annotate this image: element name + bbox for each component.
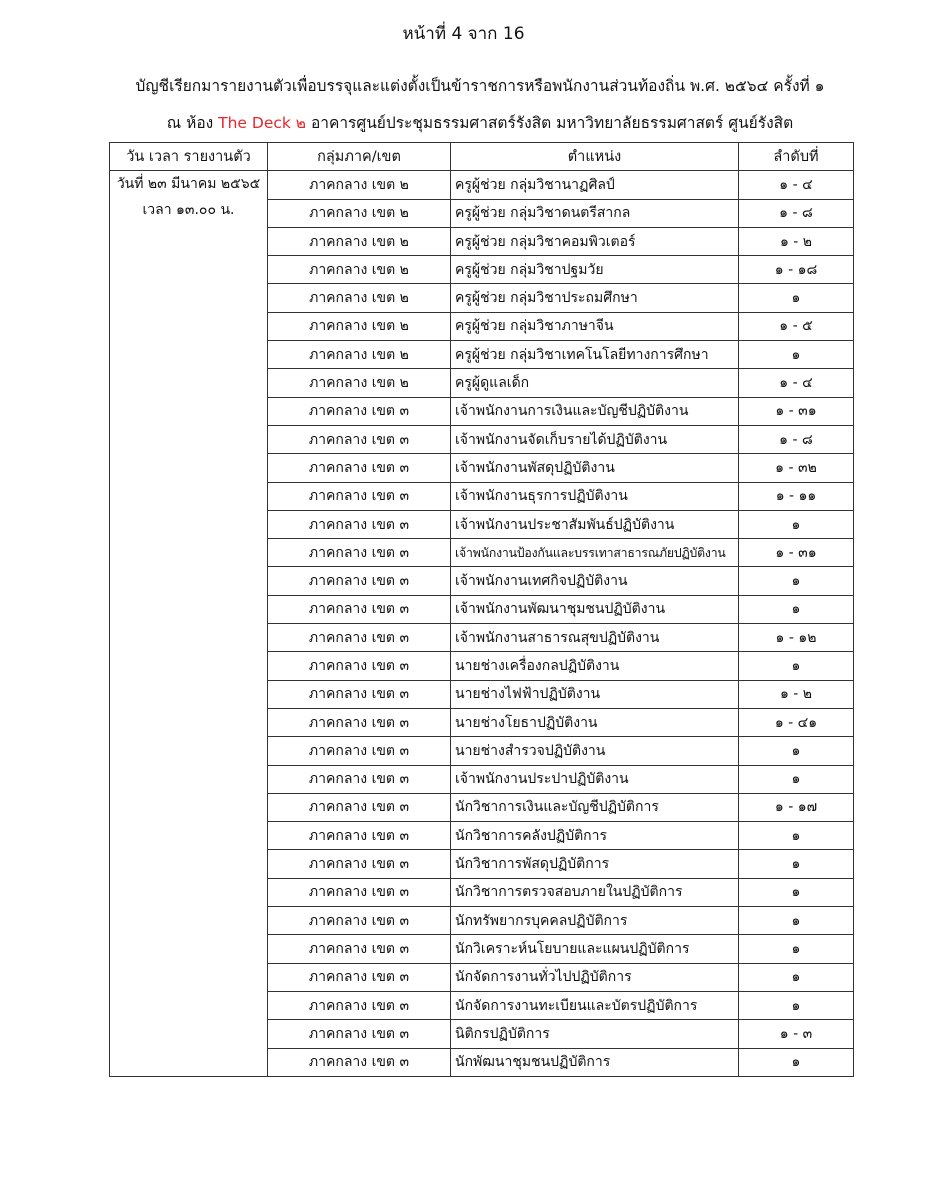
position-cell: นักวิชาการเงินและบัญชีปฏิบัติการ — [451, 793, 739, 821]
zone-cell: ภาคกลาง เขต ๒ — [268, 171, 451, 199]
zone-cell: ภาคกลาง เขต ๓ — [268, 991, 451, 1019]
venue-suffix: อาคารศูนย์ประชุมธรรมศาสตร์รังสิต มหาวิทยาลัยธรรมศาสตร์ ศูนย์รังสิต — [306, 114, 794, 132]
position-cell: นิติกรปฏิบัติการ — [451, 1020, 739, 1048]
zone-cell: ภาคกลาง เขต ๓ — [268, 1020, 451, 1048]
order-cell: ๑ - ๕ — [739, 312, 854, 340]
zone-cell: ภาคกลาง เขต ๓ — [268, 793, 451, 821]
zone-cell: ภาคกลาง เขต ๓ — [268, 567, 451, 595]
venue-prefix: ณ ห้อง — [166, 114, 219, 132]
header-position: ตำแหน่ง — [451, 143, 739, 171]
order-cell: ๑ — [739, 991, 854, 1019]
order-cell: ๑ - ๔ — [739, 171, 854, 199]
order-cell: ๑ - ๒ — [739, 680, 854, 708]
position-cell: เจ้าพนักงานประชาสัมพันธ์ปฏิบัติงาน — [451, 510, 739, 538]
position-cell: เจ้าพนักงานประปาปฏิบัติงาน — [451, 765, 739, 793]
order-cell: ๑ — [739, 878, 854, 906]
order-cell: ๑ - ๓๑ — [739, 397, 854, 425]
position-cell: นักทรัพยากรบุคคลปฏิบัติการ — [451, 907, 739, 935]
position-cell: นายช่างโยธาปฏิบัติงาน — [451, 708, 739, 736]
position-cell: นายช่างเครื่องกลปฏิบัติงาน — [451, 652, 739, 680]
order-cell: ๑ — [739, 737, 854, 765]
order-cell: ๑ — [739, 284, 854, 312]
order-cell: ๑ - ๓ — [739, 1020, 854, 1048]
order-cell: ๑ - ๓๒ — [739, 454, 854, 482]
header-report-datetime: วัน เวลา รายงานตัว — [110, 143, 268, 171]
position-cell: เจ้าพนักงานการเงินและบัญชีปฏิบัติงาน — [451, 397, 739, 425]
zone-cell: ภาคกลาง เขต ๓ — [268, 397, 451, 425]
report-date: วันที่ ๒๓ มีนาคม ๒๕๖๕ — [116, 176, 261, 193]
zone-cell: ภาคกลาง เขต ๒ — [268, 199, 451, 227]
venue-room: The Deck ๒ — [218, 114, 307, 132]
order-cell: ๑ - ๘ — [739, 199, 854, 227]
zone-cell: ภาคกลาง เขต ๓ — [268, 595, 451, 623]
position-cell: ครูผู้ช่วย กลุ่มวิชาคอมพิวเตอร์ — [451, 227, 739, 255]
position-cell: นักจัดการงานทะเบียนและบัตรปฏิบัติการ — [451, 991, 739, 1019]
position-cell: นักวิชาการคลังปฏิบัติการ — [451, 822, 739, 850]
page-indicator: หน้าที่ 4 จาก 16 — [402, 24, 525, 44]
zone-cell: ภาคกลาง เขต ๓ — [268, 652, 451, 680]
position-cell: เจ้าพนักงานสาธารณสุขปฏิบัติงาน — [451, 624, 739, 652]
table-header-row — [110, 143, 854, 171]
document-title: บัญชีเรียกมารายงานตัวเพื่อบรรจุและแต่งตั้งเป็นข้าราชการหรือพนักงานส่วนท้องถิ่น พ.ศ. ๒๕๖๔ ครั้งที่ ๑ — [135, 77, 825, 95]
zone-cell: ภาคกลาง เขต ๓ — [268, 850, 451, 878]
position-cell: เจ้าพนักงานธุรการปฏิบัติงาน — [451, 482, 739, 510]
header-zone: กลุ่มภาค/เขต — [268, 143, 451, 171]
order-cell: ๑ - ๑๘ — [739, 256, 854, 284]
zone-cell: ภาคกลาง เขต ๒ — [268, 284, 451, 312]
position-cell: ครูผู้ช่วย กลุ่มวิชาปฐมวัย — [451, 256, 739, 284]
position-cell: ครูผู้ช่วย กลุ่มวิชาภาษาจีน — [451, 312, 739, 340]
zone-cell: ภาคกลาง เขต ๓ — [268, 1048, 451, 1076]
position-cell: เจ้าพนักงานเทศกิจปฏิบัติงาน — [451, 567, 739, 595]
zone-cell: ภาคกลาง เขต ๓ — [268, 454, 451, 482]
schedule-table — [109, 142, 854, 1077]
position-cell: ครูผู้ช่วย กลุ่มวิชานาฏศิลป์ — [451, 171, 739, 199]
zone-cell: ภาคกลาง เขต ๓ — [268, 907, 451, 935]
zone-cell: ภาคกลาง เขต ๓ — [268, 708, 451, 736]
position-cell: นายช่างสำรวจปฏิบัติงาน — [451, 737, 739, 765]
position-cell: เจ้าพนักงานจัดเก็บรายได้ปฏิบัติงาน — [451, 425, 739, 453]
zone-cell: ภาคกลาง เขต ๓ — [268, 878, 451, 906]
zone-cell: ภาคกลาง เขต ๒ — [268, 369, 451, 397]
position-cell: เจ้าพนักงานพัฒนาชุมชนปฏิบัติงาน — [451, 595, 739, 623]
order-cell: ๑ — [739, 935, 854, 963]
order-cell: ๑ — [739, 510, 854, 538]
position-cell: นักพัฒนาชุมชนปฏิบัติการ — [451, 1048, 739, 1076]
order-cell: ๑ - ๔๑ — [739, 708, 854, 736]
zone-cell: ภาคกลาง เขต ๒ — [268, 227, 451, 255]
zone-cell: ภาคกลาง เขต ๓ — [268, 765, 451, 793]
zone-cell: ภาคกลาง เขต ๒ — [268, 341, 451, 369]
zone-cell: ภาคกลาง เขต ๒ — [268, 312, 451, 340]
order-cell: ๑ — [739, 765, 854, 793]
order-cell: ๑ — [739, 595, 854, 623]
zone-cell: ภาคกลาง เขต ๓ — [268, 624, 451, 652]
position-cell: นายช่างไฟฟ้าปฏิบัติงาน — [451, 680, 739, 708]
order-cell: ๑ - ๓๑ — [739, 539, 854, 567]
zone-cell: ภาคกลาง เขต ๓ — [268, 510, 451, 538]
zone-cell: ภาคกลาง เขต ๓ — [268, 822, 451, 850]
order-cell: ๑ — [739, 907, 854, 935]
order-cell: ๑ — [739, 1048, 854, 1076]
table-row — [110, 171, 854, 199]
zone-cell: ภาคกลาง เขต ๓ — [268, 425, 451, 453]
venue-line — [0, 110, 927, 135]
order-cell: ๑ — [739, 850, 854, 878]
zone-cell: ภาคกลาง เขต ๓ — [268, 539, 451, 567]
zone-cell: ภาคกลาง เขต ๒ — [268, 256, 451, 284]
zone-cell: ภาคกลาง เขต ๓ — [268, 482, 451, 510]
order-cell: ๑ — [739, 341, 854, 369]
position-cell: นักวิชาการพัสดุปฏิบัติการ — [451, 850, 739, 878]
header-order: ลำดับที่ — [739, 143, 854, 171]
order-cell: ๑ - ๒ — [739, 227, 854, 255]
zone-cell: ภาคกลาง เขต ๓ — [268, 737, 451, 765]
zone-cell: ภาคกลาง เขต ๓ — [268, 963, 451, 991]
order-cell: ๑ — [739, 652, 854, 680]
position-cell: ครูผู้ดูแลเด็ก — [451, 369, 739, 397]
order-cell: ๑ - ๘ — [739, 425, 854, 453]
position-cell: ครูผู้ช่วย กลุ่มวิชาเทคโนโลยีทางการศึกษา — [451, 341, 739, 369]
zone-cell: ภาคกลาง เขต ๓ — [268, 935, 451, 963]
order-cell: ๑ - ๑๗ — [739, 793, 854, 821]
zone-cell: ภาคกลาง เขต ๓ — [268, 680, 451, 708]
position-cell: ครูผู้ช่วย กลุ่มวิชาประถมศึกษา — [451, 284, 739, 312]
report-datetime-cell — [110, 171, 268, 1077]
order-cell: ๑ - ๑๑ — [739, 482, 854, 510]
order-cell: ๑ — [739, 963, 854, 991]
position-cell: ครูผู้ช่วย กลุ่มวิชาดนตรีสากล — [451, 199, 739, 227]
position-cell: นักวิเคราะห์นโยบายและแผนปฏิบัติการ — [451, 935, 739, 963]
order-cell: ๑ — [739, 822, 854, 850]
order-cell: ๑ — [739, 567, 854, 595]
position-cell: นักจัดการงานทั่วไปปฏิบัติการ — [451, 963, 739, 991]
order-cell: ๑ - ๑๒ — [739, 624, 854, 652]
position-cell: เจ้าพนักงานป้องกันและบรรเทาสาธารณภัยปฏิบัติงาน — [451, 539, 739, 567]
order-cell: ๑ - ๔ — [739, 369, 854, 397]
position-cell: นักวิชาการตรวจสอบภายในปฏิบัติการ — [451, 878, 739, 906]
position-cell: เจ้าพนักงานพัสดุปฏิบัติงาน — [451, 454, 739, 482]
report-time: เวลา ๑๓.๐๐ น. — [142, 202, 235, 219]
